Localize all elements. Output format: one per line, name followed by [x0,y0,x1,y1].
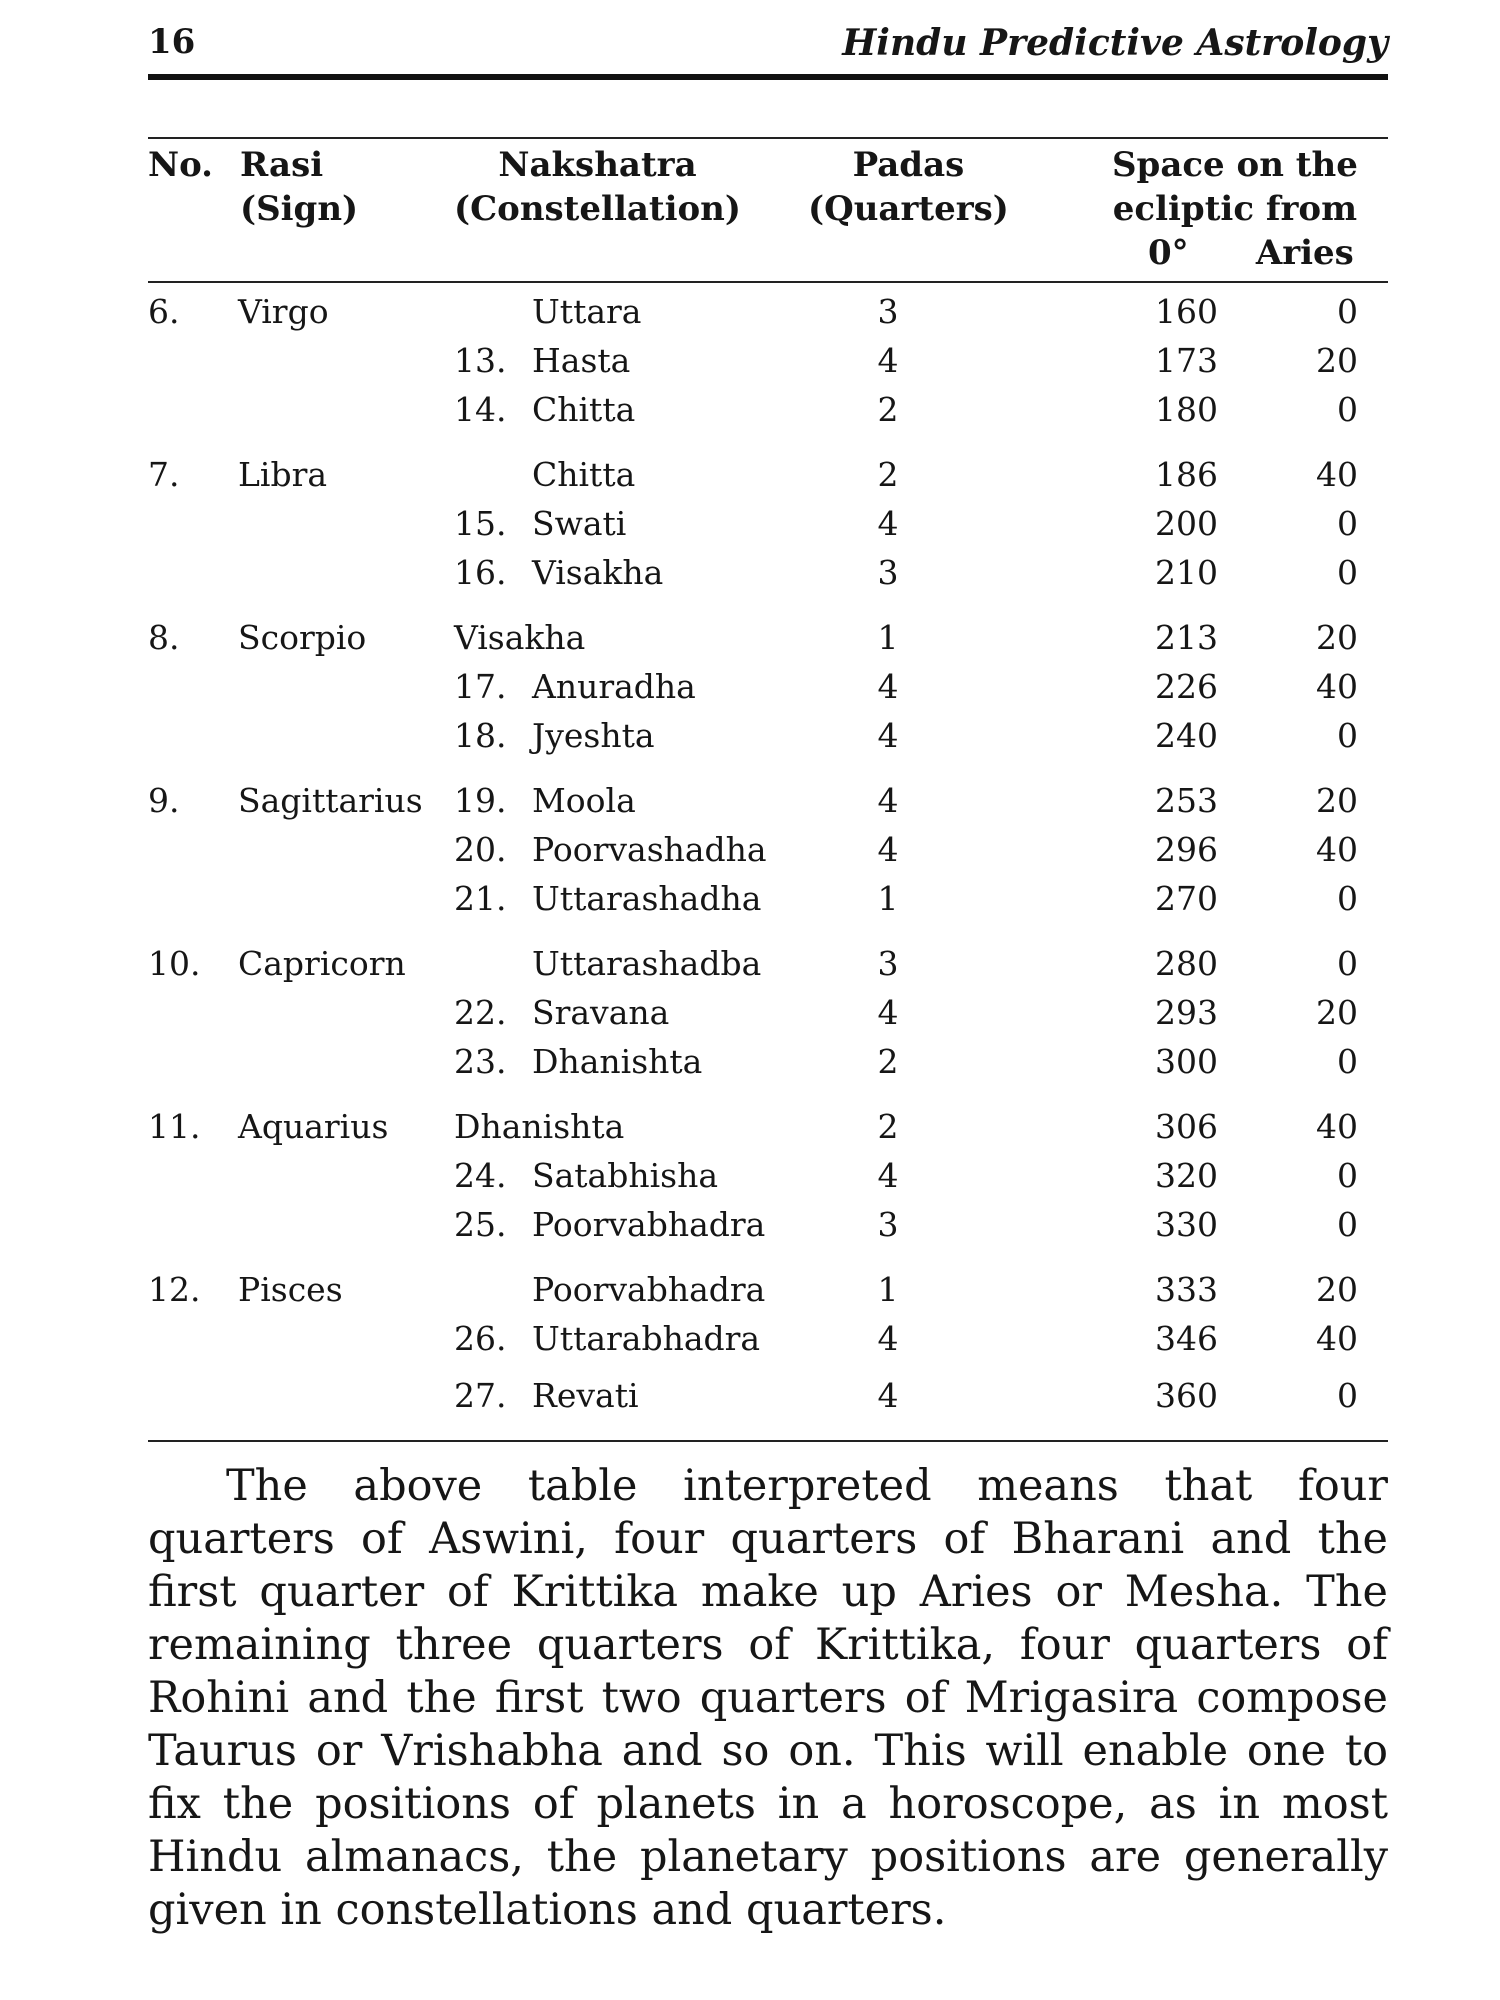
nakshatra-name: Jyeshta [532,716,655,755]
nakshatra-name: Poorvabhadra [532,1270,766,1309]
rasi-name: Capricorn [238,944,406,983]
padas-value: 2 [877,1042,899,1081]
nakshatra-name: Uttara [532,292,642,331]
nakshatra-name: Swati [532,504,627,543]
padas-value: 1 [877,879,899,918]
nakshatra-name: Anuradha [532,667,696,706]
nakshatra-name: Dhanishta [532,1042,703,1081]
nakshatra-table [148,137,1388,1442]
nakshatra-number: 14. [454,390,507,429]
nakshatra-number: 21. [454,879,507,918]
padas-value: 4 [877,993,899,1032]
nakshatra-name: Sravana [532,993,670,1032]
degrees-value: 210 [1155,553,1218,592]
padas-value: 4 [877,781,899,820]
minutes-value: 20 [1316,341,1358,380]
rasi-name: Sagittarius [238,781,423,820]
padas-value: 4 [877,667,899,706]
table-row [148,988,1388,1037]
rasi-number: 8. [148,618,180,657]
padas-value: 4 [877,1319,899,1358]
nakshatra-number: 17. [454,667,507,706]
table-row [148,1151,1388,1200]
padas-value: 2 [877,390,899,429]
table-row [148,613,1388,662]
nakshatra-name: Uttarashadha [532,879,762,918]
nakshatra-name: Chitta [532,455,636,494]
minutes-value: 0 [1337,292,1358,331]
nakshatra-number: 16. [454,553,507,592]
nakshatra-name: Dhanishta [454,1107,625,1146]
degrees-value: 296 [1155,830,1218,869]
rasi-name: Pisces [238,1270,343,1309]
nakshatra-name: Moola [532,781,636,820]
rasi-number: 7. [148,455,180,494]
nakshatra-name: Uttarashadba [532,944,762,983]
nakshatra-number: 25. [454,1205,507,1244]
nakshatra-number: 27. [454,1376,507,1415]
table-row [148,776,1388,825]
degrees-value: 173 [1155,341,1218,380]
rasi-name: Aquarius [238,1107,389,1146]
rasi-group [148,450,1388,597]
page-number: 16 [148,22,196,62]
table-row [148,1200,1388,1249]
header-nakshatra-label: Nakshatra [498,145,697,185]
header-space [1112,143,1358,275]
padas-value: 2 [877,455,899,494]
table-header [148,139,1388,281]
rasi-group [148,1102,1388,1249]
degrees-value: 200 [1155,504,1218,543]
minutes-value: 20 [1316,1270,1358,1309]
header-space-line2: ecliptic from [1112,189,1358,229]
header-nakshatra [454,143,741,231]
rasi-group [148,287,1388,434]
header-padas-label: Padas [852,145,965,185]
nakshatra-number: 26. [454,1319,507,1358]
table-row [148,1371,1388,1420]
padas-value: 4 [877,341,899,380]
nakshatra-number: 22. [454,993,507,1032]
table-row [148,662,1388,711]
nakshatra-number: 15. [454,504,507,543]
minutes-value: 0 [1337,390,1358,429]
padas-value: 4 [877,716,899,755]
header-space-line1: Space on the [1112,145,1358,185]
padas-value: 4 [877,504,899,543]
nakshatra-name: Chitta [532,390,636,429]
rasi-number: 9. [148,781,180,820]
padas-value: 4 [877,830,899,869]
header-padas [808,143,1009,231]
rasi-number: 10. [148,944,201,983]
degrees-value: 320 [1155,1156,1218,1195]
degrees-value: 306 [1155,1107,1218,1146]
nakshatra-number: 20. [454,830,507,869]
nakshatra-name: Revati [532,1376,639,1415]
degrees-value: 160 [1155,292,1218,331]
degrees-value: 346 [1155,1319,1218,1358]
rasi-group [148,613,1388,760]
minutes-value: 0 [1337,504,1358,543]
header-no: No. [148,145,213,185]
header-space-units [1112,231,1358,275]
minutes-value: 40 [1316,1319,1358,1358]
degrees-value: 333 [1155,1270,1218,1309]
nakshatra-name: Uttarabhadra [532,1319,761,1358]
degrees-value: 330 [1155,1205,1218,1244]
minutes-value: 40 [1316,455,1358,494]
minutes-value: 20 [1316,618,1358,657]
table-row [148,450,1388,499]
header-rasi [240,143,358,231]
table-row [148,385,1388,434]
minutes-value: 40 [1316,667,1358,706]
nakshatra-name: Visakha [532,553,664,592]
table-row [148,1314,1388,1363]
nakshatra-name: Hasta [532,341,631,380]
minutes-value: 0 [1337,716,1358,755]
nakshatra-name: Poorvabhadra [532,1205,766,1244]
degrees-value: 186 [1155,455,1218,494]
table-row [148,336,1388,385]
degrees-value: 300 [1155,1042,1218,1081]
table-row [148,711,1388,760]
degrees-value: 226 [1155,667,1218,706]
minutes-value: 0 [1337,1156,1358,1195]
rasi-name: Scorpio [238,618,367,657]
nakshatra-number: 24. [454,1156,507,1195]
rasi-name: Virgo [238,292,329,331]
minutes-value: 0 [1337,1376,1358,1415]
table-row [148,1037,1388,1086]
padas-value: 4 [877,1376,899,1415]
padas-value: 4 [877,1156,899,1195]
table-row [148,499,1388,548]
degrees-value: 360 [1155,1376,1218,1415]
page-header [148,18,1388,78]
nakshatra-number: 13. [454,341,507,380]
minutes-value: 0 [1337,553,1358,592]
rasi-group [148,776,1388,923]
minutes-value: 0 [1337,1042,1358,1081]
padas-value: 3 [877,944,899,983]
running-title: Hindu Predictive Astrology [842,22,1388,64]
table-body [148,283,1388,1440]
padas-value: 3 [877,553,899,592]
rasi-group [148,939,1388,1086]
nakshatra-name: Poorvashadha [532,830,767,869]
rasi-number: 12. [148,1270,201,1309]
degrees-value: 270 [1155,879,1218,918]
nakshatra-number: 18. [454,716,507,755]
nakshatra-name: Visakha [454,618,586,657]
table-row [148,825,1388,874]
header-rasi-label: Rasi [240,145,324,185]
padas-value: 3 [877,292,899,331]
nakshatra-name: Satabhisha [532,1156,719,1195]
minutes-value: 0 [1337,944,1358,983]
table-row [148,939,1388,988]
table-row [148,1265,1388,1314]
table-row [148,287,1388,336]
nakshatra-number: 19. [454,781,507,820]
rasi-name: Libra [238,455,328,494]
header-rasi-sub: (Sign) [240,189,359,229]
minutes-value: 20 [1316,993,1358,1032]
degrees-value: 280 [1155,944,1218,983]
header-nakshatra-sub: (Constellation) [454,189,741,229]
table-bottom-rule [148,1440,1388,1442]
header-space-aries: Aries [1255,233,1354,273]
minutes-value: 0 [1337,1205,1358,1244]
minutes-value: 40 [1316,1107,1358,1146]
rasi-number: 6. [148,292,180,331]
padas-value: 3 [877,1205,899,1244]
degrees-value: 180 [1155,390,1218,429]
table-row [148,548,1388,597]
degrees-value: 240 [1155,716,1218,755]
degrees-value: 253 [1155,781,1218,820]
table-row [148,1102,1388,1151]
rasi-group [148,1265,1388,1420]
padas-value: 1 [877,618,899,657]
minutes-value: 20 [1316,781,1358,820]
padas-value: 2 [877,1107,899,1146]
header-padas-sub: (Quarters) [808,189,1009,229]
minutes-value: 0 [1337,879,1358,918]
header-rule [148,74,1388,80]
padas-value: 1 [877,1270,899,1309]
degrees-value: 293 [1155,993,1218,1032]
header-space-deg: 0° [1148,233,1189,273]
degrees-value: 213 [1155,618,1218,657]
rasi-number: 11. [148,1107,201,1146]
body-paragraph: The above table interpreted means that four quarters of Aswini, four quarters of Bharani and the first quarter of Krittika make up Aries or Mesha. The remaining three quarters of Krittika, four quarters of Rohini and the first two quarters of Mrigasira compose Taurus or Vrishabha and so on. This will enable one to fix the positions of planets in a horoscope, as in most Hindu almanacs, the planetary positions are generally given in constellations and quarters. [148,1461,1388,1935]
minutes-value: 40 [1316,830,1358,869]
nakshatra-number: 23. [454,1042,507,1081]
table-row [148,874,1388,923]
